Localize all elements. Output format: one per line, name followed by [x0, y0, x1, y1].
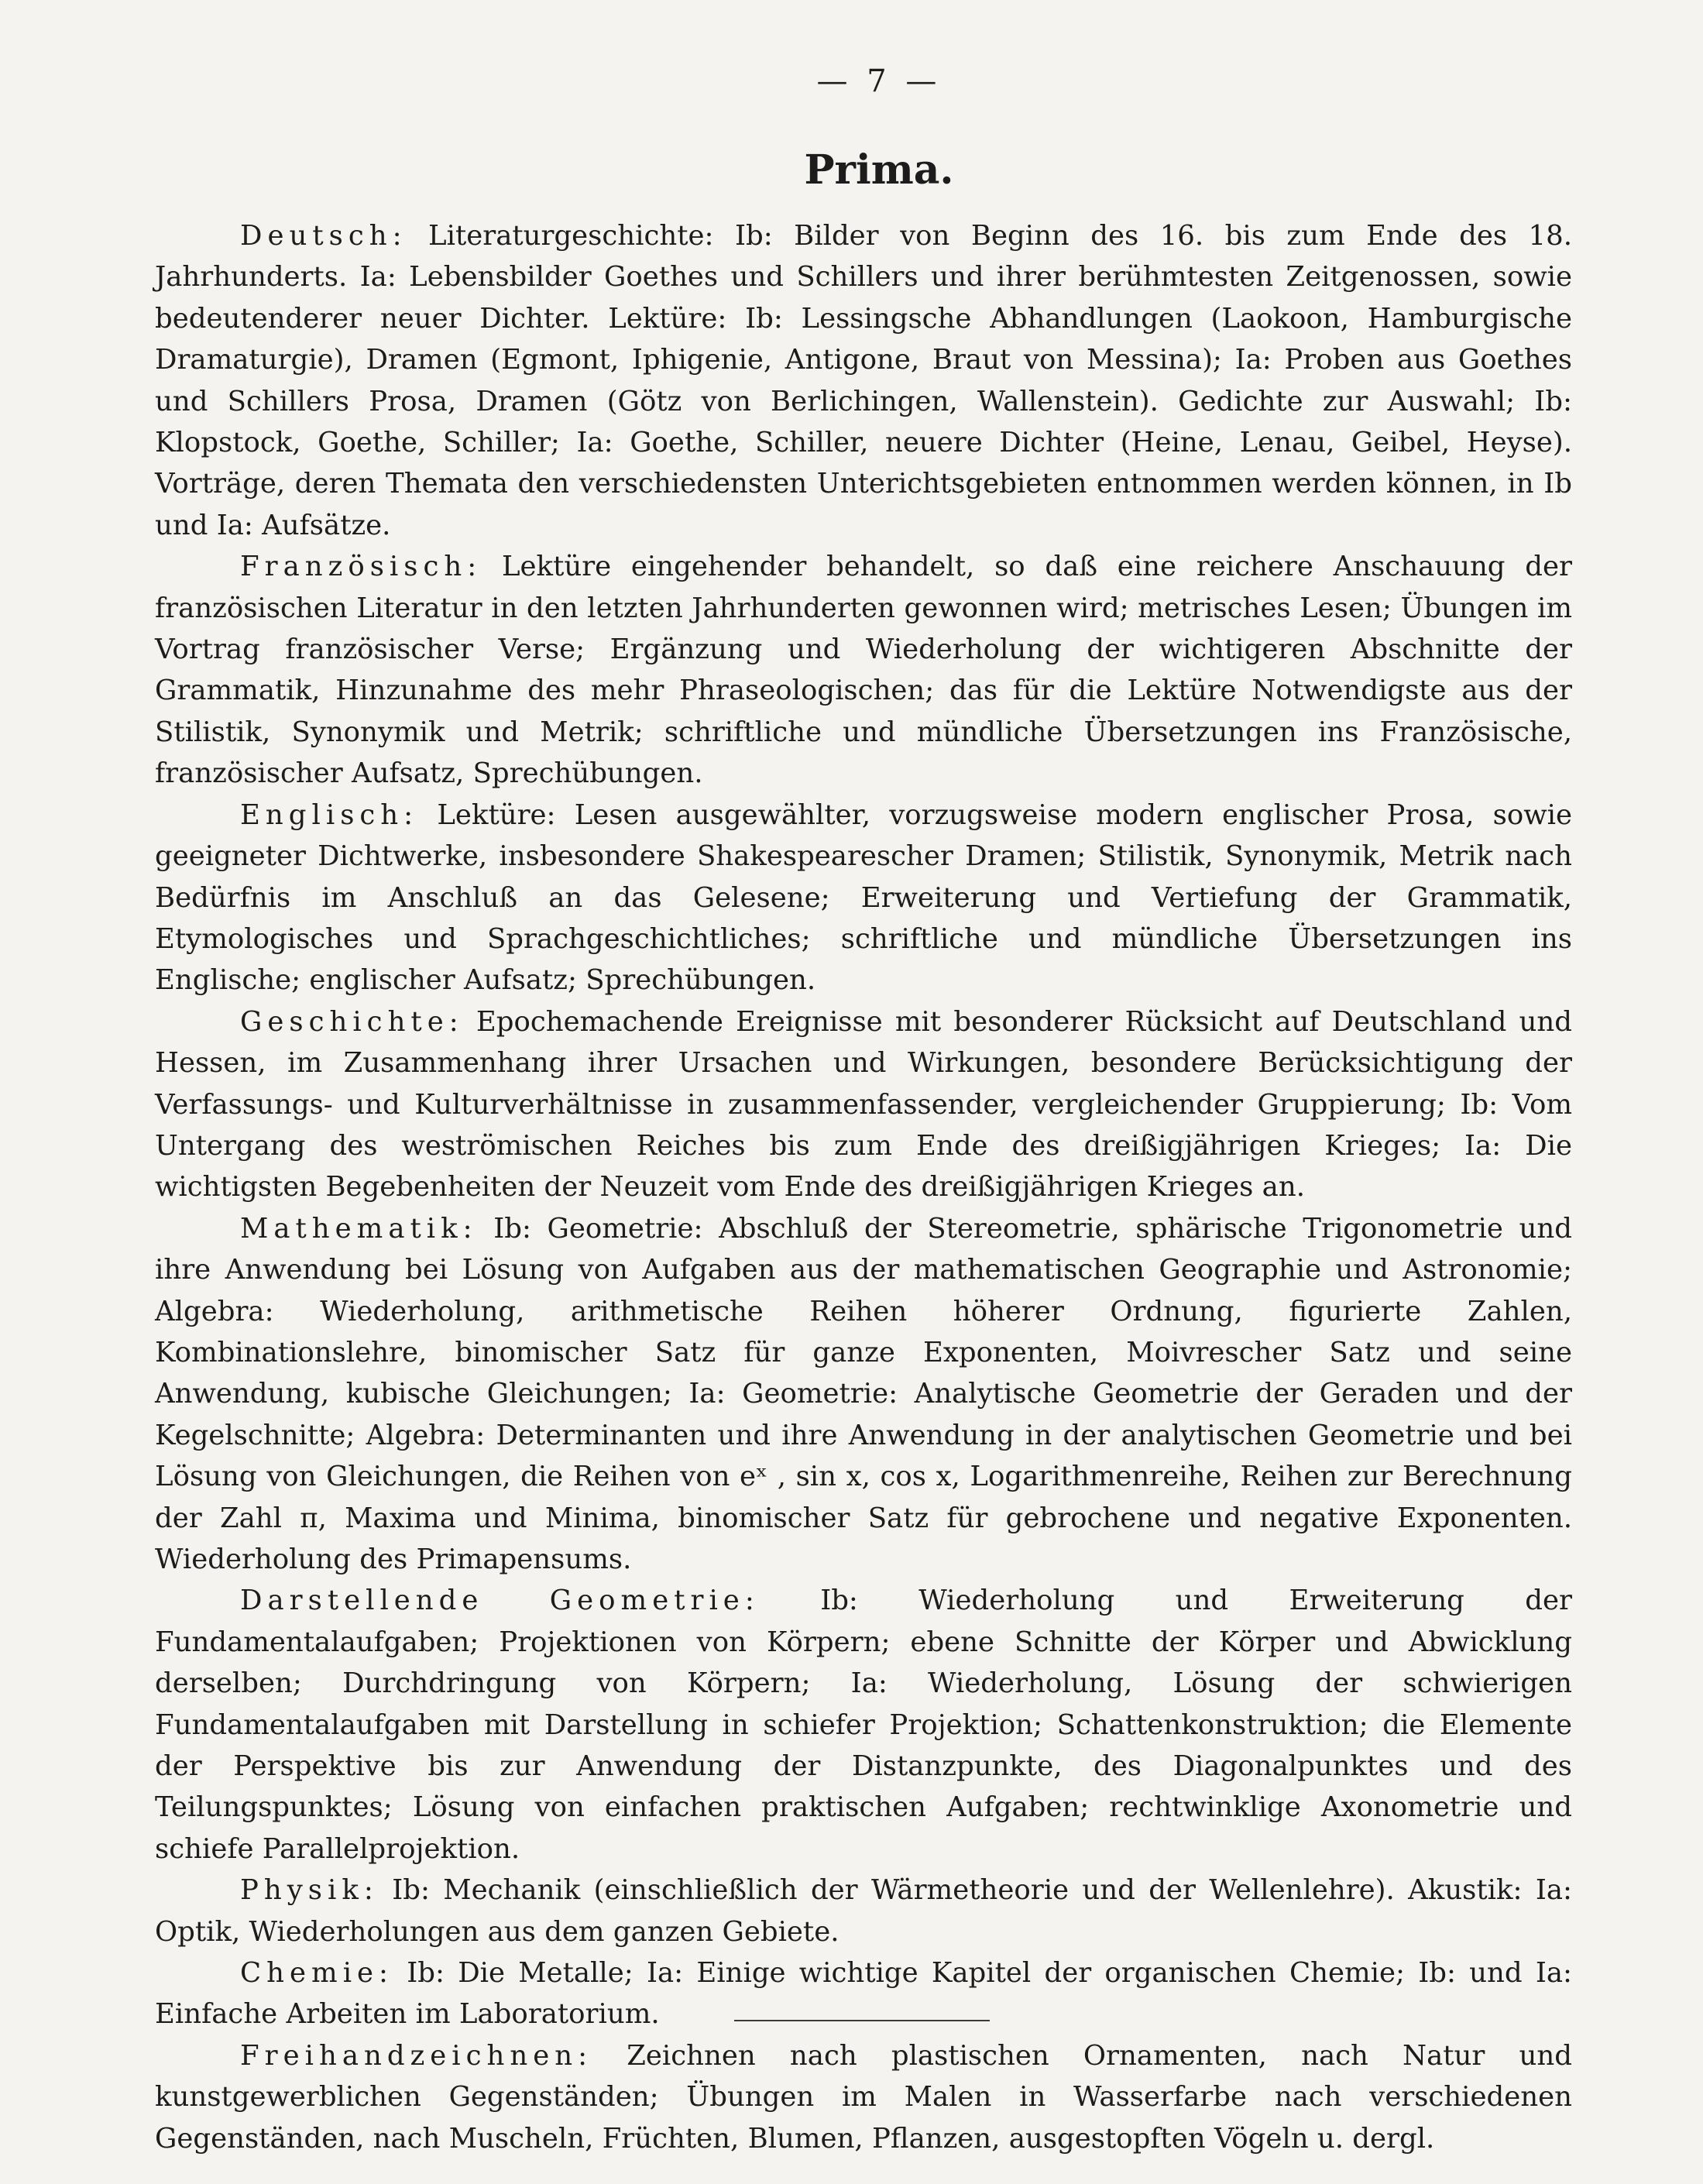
section-text: Lektüre eingehender behandelt, so daß eine reichere Anschauung der französischen Literatur in den letzten Jahrhunderten gewonnen wird; metrisches Lesen; Übungen im Vortrag französischer Verse; Ergänzung und Wiederholung der wichtigeren Abschnitte der Grammatik, Hinzunahme des mehr Phraseologischen; das für die Lektüre Notwendigste aus der Stilistik, Synonymik und Metrik; schriftliche und mündliche Übersetzungen ins Französische, französischer Aufsatz, Sprechübungen.: [155, 551, 1572, 790]
subject-heading: Englisch:: [240, 798, 419, 831]
closing-rule: [734, 2020, 990, 2021]
section-physik: [155, 1870, 1572, 1952]
section-text: Ib: Geometrie: Abschluß der Stereometrie, sphärische Trigonometrie und ihre Anwendung bei Lösung von Aufgaben aus der mathematischen Geographie und Astronomie; Algebra: Wiederholung, arithmetische Reihen höherer Ordnung, figurierte Zahlen, Kombinationslehre, binomischer Satz für ganze Exponenten, Moivrescher Satz und seine Anwendung, kubische Gleichungen; Ia: Geometrie: Analytische Geometrie der Geraden und der Kegelschnitte; Algebra: Determinanten und ihre Anwendung in der analytischen Geometrie und bei Lösung von Gleichungen, die Reihen von eˣ , sin x, cos x, Logarithmenreihe, Reihen zur Berechnung der Zahl π, Maxima und Minima, binomischer Satz für gebrochene und negative Exponenten. Wiederholung des Primapensums.: [155, 1212, 1572, 1575]
section-darstellende-geometrie: [155, 1580, 1572, 1870]
section-freihandzeichnen: [155, 2035, 1572, 2159]
subject-heading: Freihandzeichnen:: [240, 2039, 593, 2072]
page-number: — 7 —: [816, 64, 942, 99]
section-franzoesisch: [155, 546, 1572, 794]
section-text: Zeichnen nach plastischen Ornamenten, nach Natur und kunstgewerblichen Gegenständen; Übungen im Malen in Wasserfarbe nach verschiedenen Gegenständen, nach Muscheln, Früchten, Blumen, Pflanzen, ausgestopften Vögeln u. dergl.: [155, 2039, 1572, 2155]
section-text: Ib: Die Metalle; Ia: Einige wichtige Kapitel der organischen Chemie; Ib: und Ia: Einfache Arbeiten im Laboratorium.: [155, 1957, 1572, 2031]
section-deutsch: [155, 215, 1572, 546]
subject-heading: Geschichte:: [240, 1005, 464, 1038]
section-geschichte: [155, 1001, 1572, 1208]
subject-heading: Chemie:: [240, 1957, 394, 1990]
subject-heading: Französisch:: [240, 551, 482, 583]
section-text: Epochemachende Ereignisse mit besonderer Rücksicht auf Deutschland und Hessen, im Zusammenhang ihrer Ursachen und Wirkungen, besondere Berücksichtigung der Verfassungs- und Kulturverhältnisse in zusammenfassender, vergleichender Gruppierung; Ib: Vom Untergang des weströmischen Reiches bis zum Ende des dreißigjährigen Krieges; Ia: Die wichtigsten Begebenheiten der Neuzeit vom Ende des dreißigjährigen Krieges an.: [155, 1005, 1572, 1204]
section-mathematik: [155, 1208, 1572, 1581]
subject-heading: Physik:: [240, 1874, 379, 1907]
section-text: Ib: Mechanik (einschließlich der Wärmetheorie und der Wellenlehre). Akustik: Ia: Optik, Wiederholungen aus dem ganzen Gebiete.: [155, 1874, 1572, 1948]
section-chemie: [155, 1952, 1572, 2035]
section-text: Lektüre: Lesen ausgewählter, vorzugsweise modern englischer Prosa, sowie geeigneter Dichtwerke, insbesondere Shakespearescher Dramen; Stilistik, Synonymik, Metrik nach Bedürfnis im Anschluß an das Gelesene; Erweiterung und Vertiefung der Grammatik, Etymologisches und Sprachgeschichtliches; schriftliche und mündliche Übersetzungen ins Englische; englischer Aufsatz; Sprechübungen.: [155, 798, 1572, 997]
subject-heading: Darstellende Geometrie:: [240, 1585, 760, 1617]
section-englisch: [155, 795, 1572, 1001]
page-title: Prima.: [804, 146, 954, 194]
subject-heading: Deutsch:: [240, 220, 407, 252]
document-page: [155, 54, 1572, 2159]
section-text: Ib: Wiederholung und Erweiterung der Fundamentalaufgaben; Projektionen von Körpern; ebene Schnitte der Körper und Abwicklung derselben; Durchdringung von Körpern; Ia: Wiederholung, Lösung der schwierigen Fundamentalaufgaben mit Darstellung in schiefer Projektion; Schattenkonstruktion; die Elemente der Perspektive bis zur Anwendung der Distanzpunkte, des Diagonalpunktes und des Teilungspunktes; Lösung von einfachen praktischen Aufgaben; rechtwinklige Axonometrie und schiefe Parallelprojektion.: [155, 1585, 1572, 1865]
section-text: Literaturgeschichte: Ib: Bilder von Beginn des 16. bis zum Ende des 18. Jahrhunderts. Ia: Lebensbilder Goethes und Schillers und ihrer berühmtesten Zeitgenossen, sowie bedeutenderer neuer Dichter. Lektüre: Ib: Lessingsche Abhandlungen (Laokoon, Hamburgische Dramaturgie), Dramen (Egmont, Iphigenie, Antigone, Braut von Messina); Ia: Proben aus Goethes und Schillers Prosa, Dramen (Götz von Berlichingen, Wallenstein). Gedichte zur Auswahl; Ib: Klopstock, Goethe, Schiller; Ia: Goethe, Schiller, neuere Dichter (Heine, Lenau, Geibel, Heyse). Vorträge, deren Themata den verschiedensten Unterichtsgebieten entnommen werden können, in Ib und Ia: Aufsätze.: [155, 220, 1572, 541]
subject-heading: Mathematik:: [240, 1212, 478, 1245]
